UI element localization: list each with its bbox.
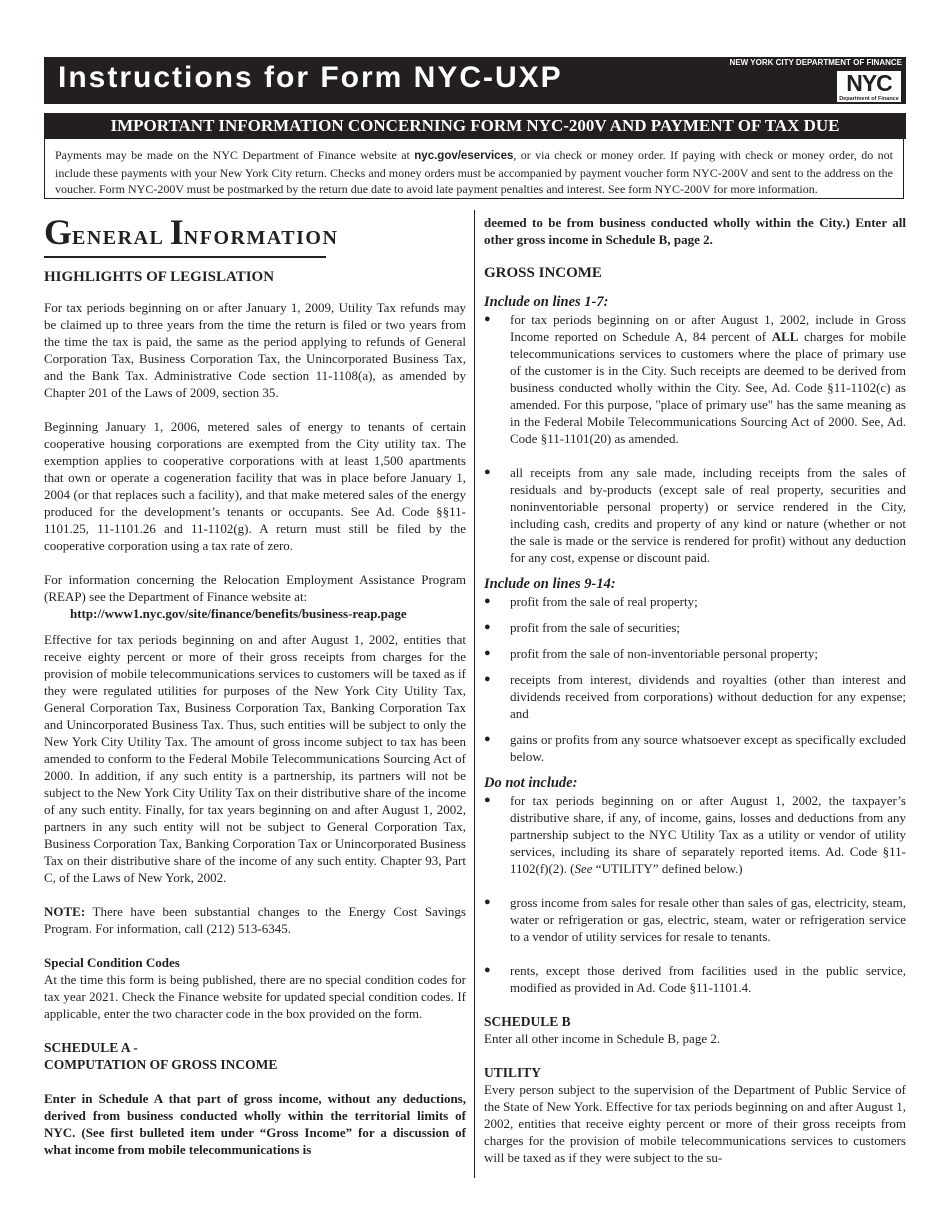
form-title: Instructions for Form NYC-UXP — [58, 61, 563, 94]
list-item: ● for tax periods beginning on or after August 1, 2002, include in Gross Income reported on Schedule A, 84 percent of ALL charges for mobile telecommunications services to customers where the place of primary use of the customer is in the City. Such receipts are deemed to be derived from business conducted wholly within the City. See, Ad. Code §11-1102(c) as amended. For this purpose, "place of primary use" has the same meaning as in the Federal Mobile Telecommunications Sourcing Act of 2000. See, Ad. Code §11-1101(20) as amended. — [484, 311, 906, 447]
schedule-a-heading-1: SCHEDULE A - — [44, 1039, 138, 1055]
list-item: ● gains or profits from any source whatsoever except as specifically excluded below. — [484, 731, 906, 765]
schedule-a-text: Enter in Schedule A that part of gross income, without any deductions, derived from business conducted wholly within the territorial limits of NYC. (See first bulleted item under “Gross Income” for a discussion of what income from mobile telecommunications is — [44, 1090, 466, 1157]
general-information-title: GENERAL INFORMATION — [44, 212, 339, 252]
highlights-heading: HIGHLIGHTS OF LEGISLATION — [44, 268, 275, 285]
column-divider — [474, 210, 475, 1178]
highlights-paragraph-1: For tax periods beginning on or after January 1, 2009, Utility Tax refunds may be claimed up to three years from the time the return is filed or two years from the time the tax is paid, the same as the period applying to refunds of General Corporation Tax, Business Corporation Tax, the Unincorporated Business Tax, and the Bank Tax. Administrative Code section 11-1108(a), as amended by Chapter 201 of the Laws of 2009, section 35. — [44, 299, 466, 400]
eservices-link[interactable]: nyc.gov/eservices — [414, 150, 514, 162]
list-item: ● profit from the sale of non-inventoriable personal property; — [484, 645, 906, 662]
utility-text: Every person subject to the supervision of the Department of Public Service of the State of New York. Effective for tax periods beginning on and after August 1, 2002, entities that receive eighty percent or more of their gross receipts from charges for the provision of mobile telecommunications services to customers will be taxed as if they were subject to the su- — [484, 1082, 906, 1165]
list-item: ● profit from the sale of real property; — [484, 593, 906, 610]
list-item: ● receipts from interest, dividends and royalties (other than interest and dividends received from corporations) without deduction for any expense; and — [484, 671, 906, 722]
include-lines-9-14-heading: Include on lines 9-14: — [484, 576, 616, 592]
gross-income-heading: GROSS INCOME — [484, 265, 602, 281]
reap-url[interactable]: http://www1.nyc.gov/site/finance/benefits/business-reap.page — [70, 605, 407, 621]
note-paragraph — [44, 903, 466, 937]
nyc-logo-text: NYC — [846, 70, 892, 96]
reap-paragraph: For information concerning the Relocation Employment Assistance Program (REAP) see the Department of Finance website at: — [44, 571, 466, 604]
special-condition-heading: Special Condition Codes — [44, 954, 180, 970]
mobile-telecom-paragraph: Effective for tax periods beginning on and after August 1, 2002, entities that receive eighty percent or more of their gross receipts from charges for the provision of mobile telecommunications services to customers will be taxed as if they were regulated utilities for purposes of the New York City Utility Tax, General Corporation Tax, Business Corporation Tax, Banking Corporation Tax and Unincorporated Business Tax. Thus, such entities will be subject to only the New York City Utility Tax. The amount of gross income subject to tax has been amended to conform to the Federal Mobile Telecommunications Sourcing Act of 2000. In addition, if any such entity is a partnership, its partners will not be subject to the New York City Utility Tax on their distributive share of the income of any such entity. Finally, for tax years beginning on and after August 1, 2002, partners in any such entity will not be subject to General Corporation Tax, Business Corporation Tax, Banking Corporation Tax or Unincorporated Business Tax on their distributive share of the income of any such entity. Chapter 93, Part C, of the Laws of New York, 2002. — [44, 631, 466, 885]
list-item: ● profit from the sale of securities; — [484, 619, 906, 636]
do-not-include-heading: Do not include: — [484, 775, 578, 791]
utility-heading: UTILITY — [484, 1065, 542, 1080]
important-box — [44, 139, 904, 199]
schedule-b-text: Enter all other income in Schedule B, page 2. — [484, 1031, 721, 1046]
note-label: NOTE: — [44, 903, 86, 919]
department-name: NEW YORK CITY DEPARTMENT OF FINANCE — [729, 58, 902, 67]
right-column — [484, 212, 906, 1166]
note-text: There have been substantial changes to the Energy Cost Savings Program. For information, call (212) 513-6345. — [44, 903, 466, 936]
list-item: ● rents, except those derived from facilities used in the public service, modified as provided in Ad. Code §11-1101.4. — [484, 962, 906, 996]
special-condition-text: At the time this form is being published, there are no special condition codes for tax year 2021. Check the Finance website for updated special condition codes. If applicable, enter the two character code in the box provided on the form. — [44, 971, 466, 1021]
nyc-logo-subtext: Department of Finance — [839, 96, 899, 102]
important-heading: IMPORTANT INFORMATION CONCERNING FORM NYC-200V AND PAYMENT OF TAX DUE — [44, 113, 906, 139]
nyc-logo — [836, 70, 902, 103]
list-item: ● all receipts from any sale made, including receipts from the sales of residuals and by-products (except sale of real property, securities and noninventoriable personal property) or service rendered in the City, including cash, credits and property of any kind or nature (whether or not the sale is made or the service is rendered for profit) without any deduction for any cost, expense or discount paid. — [484, 464, 906, 566]
list-item: ● for tax periods beginning on or after August 1, 2002, the taxpayer’s distributive share, if any, of income, gains, losses and deductions from any partnership subject to the NYC Utility Tax as a utility or vendor of utility services, including its share of separately reported items. Ad. Code §11-1102(f)(2). (See “UTILITY” defined below.) — [484, 792, 906, 877]
highlights-paragraph-2: Beginning January 1, 2006, metered sales of energy to tenants of certain cooperative housing corporations are exempted from the City utility tax. The exemption applies to cooperative corporations with at least 1,500 apartments that own or operate a cogeneration facility that was in place before January 1, 2004 (or that replaces such a facility), and that make metered sales of the energy produced for the development’s tenants or occupants. See Ad. Code §§11-1101.25, 11-1101.26 and 11-1102(g). A return must still be filed by the cooperative corporation using a tax rate of zero. — [44, 418, 466, 553]
important-text-start: Payments may be made on the NYC Department of Finance website at — [55, 148, 415, 162]
list-item: ● gross income from sales for resale other than sales of gas, electricity, steam, water or refrigeration or gas, electric, steam, water or refrigeration service to a vendor of utility services for resale to tenants. — [484, 894, 906, 945]
schedule-a-continued: deemed to be from business conducted wholly within the City.) Enter all other gross income in Schedule B, page 2. — [484, 215, 906, 247]
important-text-end: , or via check or money order. If paying with check or money order, do not include these payments with your New York City return. Checks and money orders must be accompanied by payment voucher form NYC-200V and sent to the address on the voucher. Form NYC-200V must be postmarked by the return due date to avoid late payment penalties and interest. See form NYC-200V for more information. — [55, 148, 893, 196]
schedule-b-heading: SCHEDULE B — [484, 1014, 571, 1029]
form-header — [44, 57, 906, 104]
left-column — [44, 212, 466, 1158]
include-lines-1-7-heading: Include on lines 1-7: — [484, 294, 609, 310]
schedule-a-heading-2: COMPUTATION OF GROSS INCOME — [44, 1056, 278, 1072]
